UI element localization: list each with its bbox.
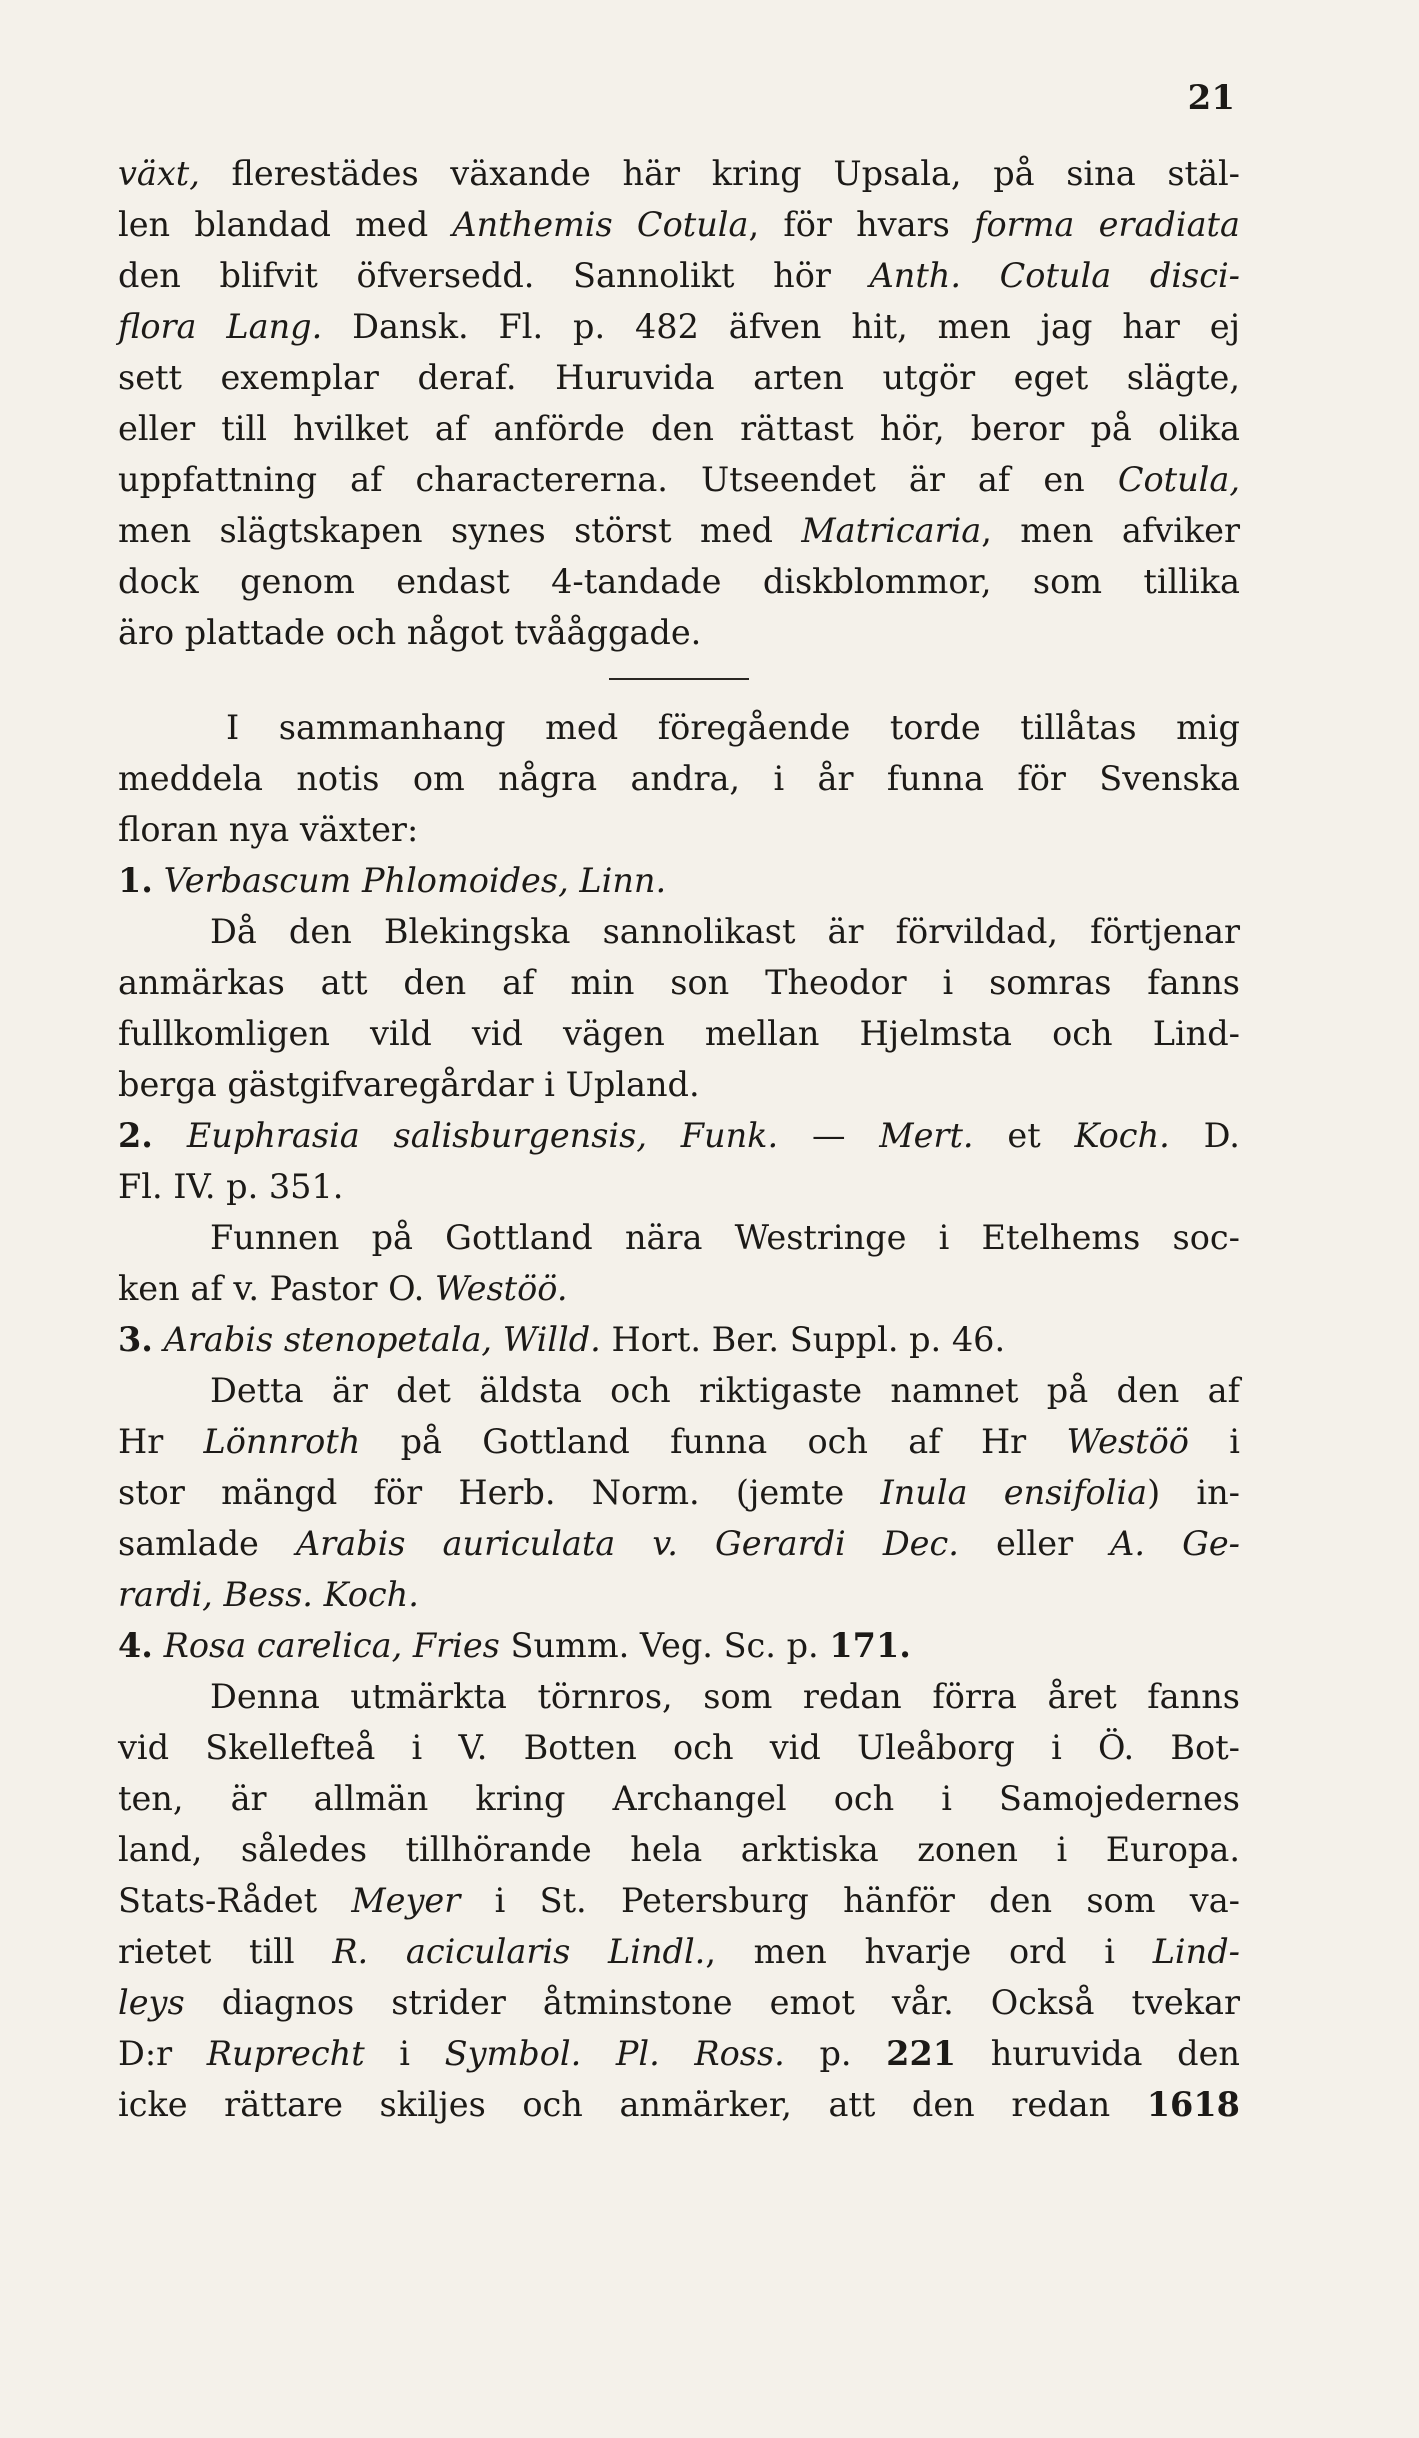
text-line <box>118 1518 1240 1569</box>
text-run: flerestädes växande här kring Upsala, på sina stäl- <box>199 154 1240 193</box>
italic-term: växt, <box>118 154 200 193</box>
text-run: D:r <box>118 2034 207 2073</box>
text-run: len blandad med <box>118 205 453 244</box>
item-heading <box>118 1110 1240 1161</box>
text-run: samlade <box>118 1524 296 1563</box>
text-line <box>118 1977 1240 2028</box>
species-name: Euphrasia salisburgensis, Funk. <box>186 1116 779 1155</box>
text-line: berga gästgifvaregårdar i Upland. <box>118 1065 700 1104</box>
text-run: Hr <box>118 1422 204 1461</box>
item-number: 1. <box>118 861 153 900</box>
text-run: Summ. Veg. Sc. p. <box>499 1626 830 1665</box>
text-run: i <box>364 2034 445 2073</box>
author-name: Koch. <box>1074 1116 1170 1155</box>
text-run: D. <box>1203 1116 1240 1155</box>
person-name: Ruprecht <box>206 2034 365 2073</box>
text-run: ) in- <box>1147 1473 1241 1512</box>
page-number: 21 <box>1187 78 1235 118</box>
text-line <box>118 199 1240 250</box>
text-line: meddela notis om några andra, i år funna för Svenska <box>118 759 1240 798</box>
section-divider <box>609 678 749 680</box>
species-name: A. Ge- <box>1110 1524 1240 1563</box>
text-line: sett exemplar deraf. Huruvida arten utgör eget slägte, <box>118 358 1240 397</box>
text-run: , men afviker <box>981 511 1240 550</box>
text-run: Stats-Rådet <box>118 1881 352 1920</box>
text-run: , för hvars <box>748 205 975 244</box>
text-run: ken af v. Pastor O. <box>118 1269 435 1308</box>
text-run: eller <box>958 1524 1111 1563</box>
text-run: på Gottland funna och af Hr <box>360 1422 1067 1461</box>
item-heading <box>118 1620 1240 1671</box>
text-line <box>118 301 1240 352</box>
person-name: Westöö. <box>434 1269 568 1308</box>
year: 1618 <box>1146 2085 1240 2124</box>
text-run: i <box>1188 1422 1240 1461</box>
item-number: 4. <box>118 1626 153 1665</box>
text-body <box>118 148 1240 2130</box>
text-line <box>118 1875 1240 1926</box>
list-item <box>118 1110 1240 1314</box>
text-run: huruvida den <box>956 2034 1240 2073</box>
text-line: I sammanhang med föregående torde tillåtas mig <box>226 708 1240 747</box>
text-line: ten, är allmän kring Archangel och i Samojedernes <box>118 1779 1240 1818</box>
species-name: R. acicularis Lindl. <box>332 1932 706 1971</box>
species-name: Arabis auriculata v. Gerardi Dec. <box>295 1524 959 1563</box>
list-item <box>118 1314 1240 1620</box>
text-run: , men hvarje ord i <box>705 1932 1153 1971</box>
text-line: eller till hvilket af anförde den rättast hör, beror på olika <box>118 409 1240 448</box>
text-line: Denna utmärkta törnros, som redan förra året fanns <box>210 1677 1240 1716</box>
italic-term: Matricaria <box>801 511 982 550</box>
species-name: Inula ensifolia <box>880 1473 1148 1512</box>
list-item <box>118 855 1240 1110</box>
item-number: 2. <box>118 1116 153 1155</box>
text-line <box>118 505 1240 556</box>
page-reference: 171. <box>829 1626 911 1665</box>
species-name: Rosa carelica, Fries <box>163 1626 500 1665</box>
text-run: stor mängd för Herb. Norm. (jemte <box>118 1473 881 1512</box>
text-line: äro plattade och något tvååggade. <box>118 613 702 652</box>
text-line: Då den Blekingska sannolikast är förvildad, förtjenar <box>210 912 1240 951</box>
text-run: uppfattning af charactererna. Utseendet är af en <box>118 460 1118 499</box>
text-run: icke rättare skiljes och anmärker, att den redan <box>118 2085 1147 2124</box>
text-line <box>118 1926 1240 1977</box>
species-name: Verbascum Phlomoides, Linn. <box>163 861 667 900</box>
italic-term: flora Lang. <box>118 307 323 346</box>
text-line <box>118 2079 1240 2130</box>
italic-term: Anthemis Cotula <box>452 205 749 244</box>
text-run: den blifvit öfversedd. Sannolikt hör <box>118 256 870 295</box>
italic-term: Cotula, <box>1117 460 1240 499</box>
text-line: floran nya växter: <box>118 810 419 849</box>
text-run: diagnos strider åtminstone emot vår. Också tvekar <box>184 1983 1240 2022</box>
list-item <box>118 1620 1240 2130</box>
text-run: et <box>1007 1116 1041 1155</box>
text-line: dock genom endast 4-tandade diskblommor, som tillika <box>118 562 1240 601</box>
text-run: p. <box>784 2034 887 2073</box>
page-reference: 221 <box>886 2034 957 2073</box>
item-heading <box>118 1314 1240 1365</box>
author-name: Mert. <box>879 1116 974 1155</box>
species-name: rardi, Bess. Koch. <box>118 1575 419 1614</box>
text-line <box>118 2028 1240 2079</box>
text-run: Hort. Ber. Suppl. p. 46. <box>600 1320 1006 1359</box>
person-name: Lönnroth <box>203 1422 361 1461</box>
person-name: Meyer <box>351 1881 461 1920</box>
text-line <box>118 1416 1240 1467</box>
text-run: rietet till <box>118 1932 333 1971</box>
person-name: Westöö <box>1066 1422 1189 1461</box>
text-line: anmärkas att den af min son Theodor i somras fanns <box>118 963 1240 1002</box>
item-number: 3. <box>118 1320 153 1359</box>
text-line: Funnen på Gottland nära Westringe i Etelhems soc- <box>210 1218 1240 1257</box>
paragraph-1 <box>118 148 1240 658</box>
text-run: i St. Petersburg hänför den som va- <box>460 1881 1240 1920</box>
text-line <box>118 148 1240 199</box>
item-heading <box>118 855 1240 906</box>
text-line: fullkomligen vild vid vägen mellan Hjelmsta och Lind- <box>118 1014 1240 1053</box>
book-title: Symbol. Pl. Ross. <box>444 2034 785 2073</box>
dash: — <box>811 1116 846 1155</box>
text-line: land, således tillhörande hela arktiska zonen i Europa. <box>118 1830 1240 1869</box>
italic-term: forma eradiata <box>974 205 1240 244</box>
person-name: Lind- <box>1152 1932 1240 1971</box>
italic-term: Anth. Cotula disci- <box>869 256 1240 295</box>
text-line <box>118 1263 1240 1314</box>
text-line <box>118 454 1240 505</box>
text-line <box>118 1569 1240 1620</box>
text-line: Detta är det äldsta och riktigaste namnet på den af <box>210 1371 1240 1410</box>
text-line <box>118 250 1240 301</box>
text-line <box>118 1467 1240 1518</box>
person-name: leys <box>118 1983 185 2022</box>
species-name: Arabis stenopetala, Willd. <box>163 1320 601 1359</box>
paragraph-2 <box>118 702 1240 855</box>
text-run: men slägtskapen synes störst med <box>118 511 802 550</box>
text-line: Fl. IV. p. 351. <box>118 1167 344 1206</box>
text-run: Dansk. Fl. p. 482 äfven hit, men jag har ej <box>322 307 1240 346</box>
text-line: vid Skellefteå i V. Botten och vid Uleåborg i Ö. Bot- <box>118 1728 1240 1767</box>
